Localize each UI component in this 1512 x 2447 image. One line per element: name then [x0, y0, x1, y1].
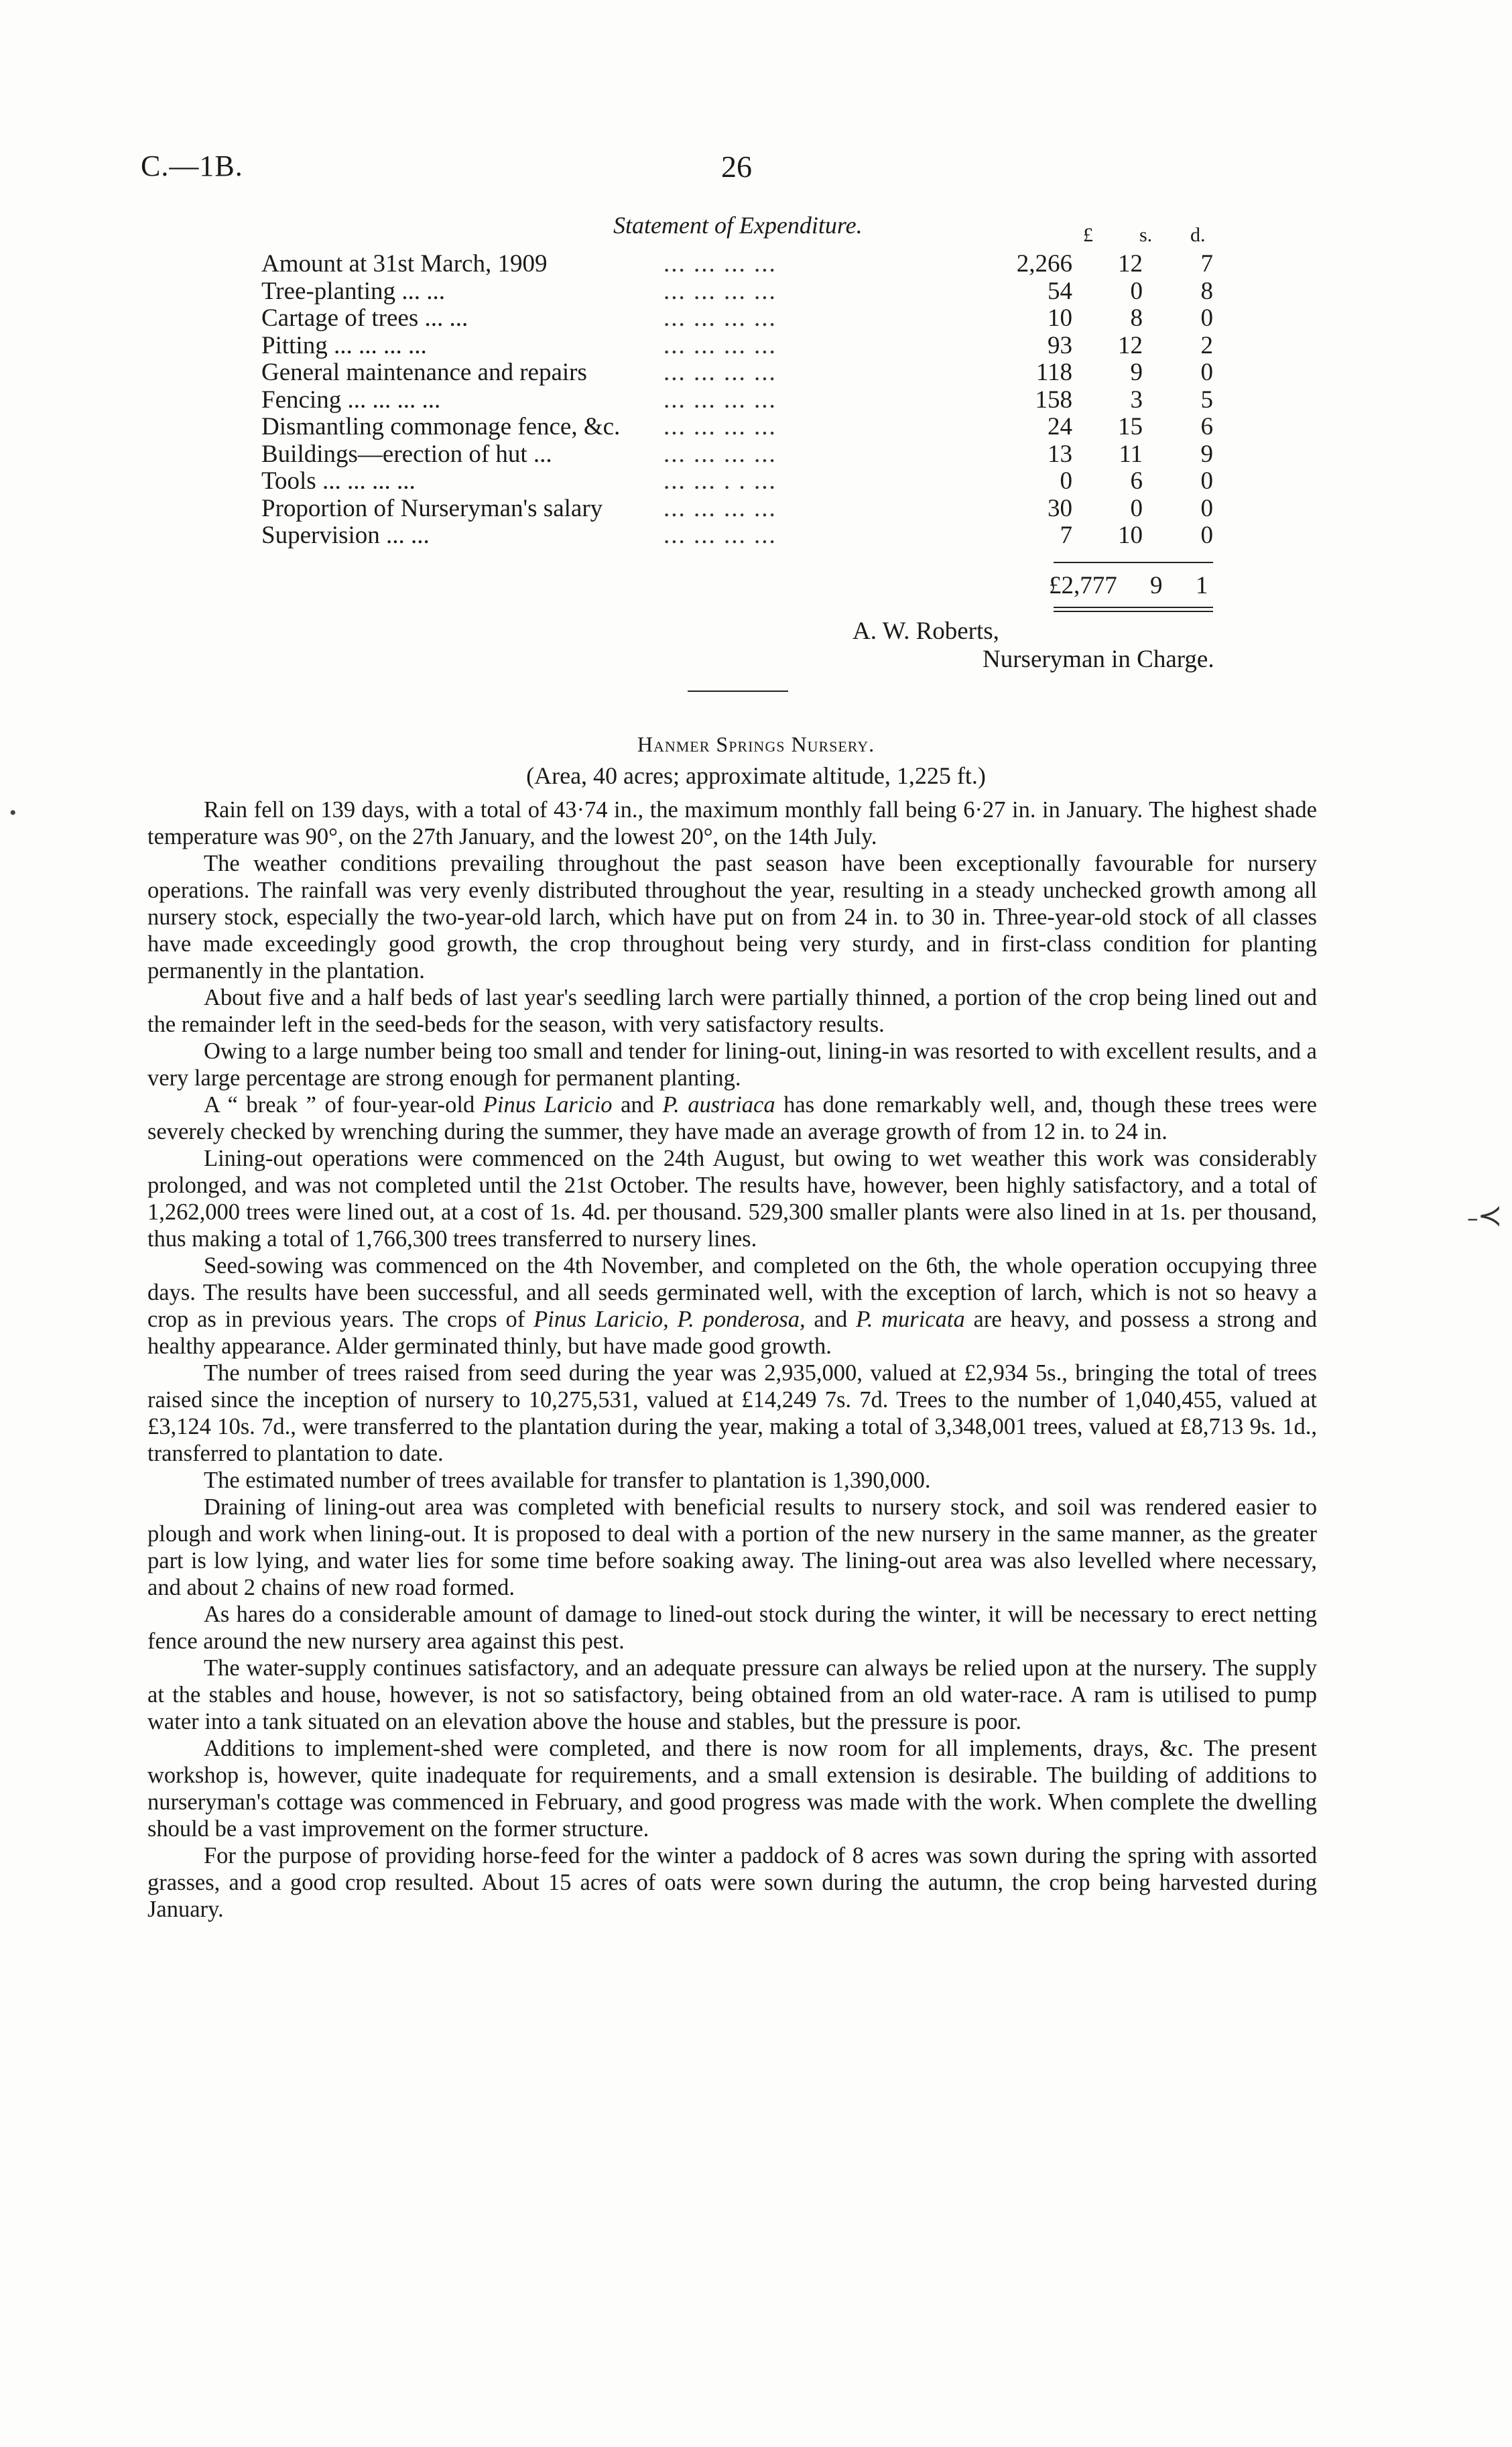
leader-dots: ... ... ... ... [664, 250, 777, 278]
leader-dots: ... ... ... ... [664, 385, 777, 414]
paragraph-seedling-larch: About five and a half beds of last year's seedling larch were partially thinned, a portion of the crop being lined out and the remainder left in the seed-beds for the season, with very satisfactory results. [147, 985, 1317, 1037]
shillings-value: 15 [1118, 413, 1143, 440]
shillings-value: 6 [1130, 467, 1143, 495]
margin-mark-icon: • [9, 802, 17, 824]
expenditure-label: Tree-planting ... ... [261, 277, 446, 305]
shillings-value: 8 [1130, 304, 1143, 332]
expenditure-table [261, 249, 1213, 548]
paragraph-seed-sowing [147, 1252, 1317, 1360]
expenditure-row [261, 249, 1213, 277]
pounds-value: 0 [1060, 467, 1072, 495]
leader-dots: ... ... ... ... [664, 359, 777, 386]
statement-title: Statement of Expenditure. [613, 212, 863, 239]
pounds-value: 30 [1048, 494, 1072, 522]
shillings-value: 12 [1118, 250, 1143, 278]
expenditure-label: Amount at 31st March, 1909 [261, 250, 548, 278]
leader-dots: ... ... ... ... [664, 413, 777, 440]
species-name: P. austriaca [662, 1092, 775, 1118]
pounds-value: 13 [1048, 440, 1072, 468]
expenditure-row [261, 385, 1213, 413]
total-pence: 1 [1196, 572, 1208, 599]
paragraph-horse-feed: For the purpose of providing horse-feed for the winter a paddock of 8 acres was sown during the spring with assorted grasses, and a good crop resulted. About 15 acres of oats were sown during the autumn, the crop being harvested during January. [147, 1843, 1317, 1922]
expenditure-row [261, 358, 1213, 385]
page-number: 26 [721, 150, 752, 184]
text-run: Seed-sowing was commenced on the 4th November, and completed on the 6th, the whole operation occupying three days. The results have been successful, and all seeds germinated well, with the exception of larch, which is not so heavy a crop as in previous years. The crops of [147, 1253, 1317, 1332]
pounds-value: 93 [1048, 331, 1072, 359]
pounds-heading: £ [1083, 224, 1093, 246]
shillings-value: 0 [1130, 277, 1143, 305]
species-name: Pinus Laricio [483, 1092, 613, 1118]
expenditure-label: Fencing ... ... ... ... [261, 385, 441, 414]
expenditure-row [261, 494, 1213, 522]
total-pounds: £2,777 [1049, 572, 1117, 599]
species-name: Pinus Laricio, P. ponderosa, [533, 1307, 806, 1332]
expenditure-row [261, 304, 1213, 331]
paragraph-weather: The weather conditions prevailing throughout the past season have been exceptionally favourable for nursery operations. The rainfall was very evenly distributed throughout the year, resulting in a steady unchecked growth among all nursery stock, especially the two-year-old larch, which have put on from 24 in. to 30 in. Three-year-old stock of all classes have made exceedingly good growth, the crop throughout being very sturdy, and in first-class condition for planting permanently in the plantation. [147, 851, 1317, 983]
pence-value: 7 [1200, 250, 1213, 278]
pounds-value: 7 [1060, 522, 1072, 549]
total-rule-bottom-double [1054, 611, 1213, 612]
pounds-value: 158 [1035, 385, 1072, 414]
pence-value: 0 [1200, 304, 1213, 332]
leader-dots: ... ... ... ... [664, 331, 777, 359]
species-name: P. muricata [856, 1307, 965, 1332]
expenditure-row [261, 467, 1213, 494]
pence-value: 0 [1200, 494, 1213, 522]
expenditure-label: General maintenance and repairs [261, 359, 587, 386]
total-row [261, 571, 1213, 601]
pence-value: 5 [1200, 385, 1213, 414]
section-subtitle: (Area, 40 acres; approximate altitude, 1,225 ft.) [526, 762, 986, 789]
pence-value: 2 [1200, 331, 1213, 359]
paragraph-trees-raised: The number of trees raised from seed during the year was 2,935,000, valued at £2,934 5s., bringing the total of trees raised since the inception of nursery to 10,275,531, valued at £14,249 7s. 7d. Trees to the number of 1,040,455, valued at £3,124 10s. 7d., were transferred to the plantation during the year, making a total of 3,348,001 trees, valued at £8,713 9s. 1d., transferred to plantation to date. [147, 1360, 1317, 1466]
document-reference: C.—1B. [141, 150, 243, 182]
paragraph-break [147, 1091, 1317, 1145]
paragraph-draining: Draining of lining-out area was completed with beneficial results to nursery stock, and soil was rendered easier to plough and work when lining-out. It is proposed to deal with a portion of the new nursery in the same manner, as the greater part is low lying, and water lies for some time before soaking away. The lining-out area was also levelled where necessary, and about 2 chains of new road formed. [147, 1494, 1317, 1600]
expenditure-row [261, 412, 1213, 440]
expenditure-label: Proportion of Nurseryman's salary [261, 494, 603, 522]
paragraph-additions: Additions to implement-shed were completed, and there is now room for all implements, drays, &c. The present workshop is, however, quite inadequate for requirements, and a small extension is desirable. The building of additions to nurseryman's cottage was commenced in February, and good progress was made with the work. When complete the dwelling should be a vast improvement on the former structure. [147, 1736, 1317, 1842]
text-run: has done remarkably well, and, though these trees were severely checked by wrenching during the summer, they have made an average growth of from 12 in. to 24 in. [147, 1092, 1317, 1144]
leader-dots: ... ... ... ... [664, 494, 777, 522]
pounds-value: 54 [1048, 277, 1072, 305]
paragraph-hares: As hares do a considerable amount of damage to lined-out stock during the winter, it will be necessary to erect netting fence around the new nursery area against this pest. [147, 1602, 1317, 1654]
leader-dots: ... ... ... ... [664, 522, 777, 549]
expenditure-label: Dismantling commonage fence, &c. [261, 413, 621, 440]
shillings-value: 3 [1130, 385, 1143, 414]
pence-heading: d. [1190, 224, 1206, 246]
expenditure-row [261, 277, 1213, 304]
paragraph-lining-in: Owing to a large number being too small and tender for lining-out, lining-in was resorted to with excellent results, and a very large percentage are strong enough for permanent planting. [147, 1038, 1317, 1091]
shillings-value: 12 [1118, 331, 1143, 359]
pence-value: 0 [1200, 359, 1213, 386]
pence-value: 8 [1200, 277, 1213, 305]
report-body [147, 796, 1317, 1923]
expenditure-label: Tools ... ... ... ... [261, 467, 416, 495]
shillings-heading: s. [1139, 224, 1153, 246]
expenditure-label: Pitting ... ... ... ... [261, 331, 427, 359]
section-divider [688, 691, 788, 692]
section-title: Hanmer Springs Nursery. [637, 732, 875, 756]
signature-title: Nurseryman in Charge. [983, 646, 1214, 673]
expenditure-row [261, 440, 1213, 467]
pence-value: 9 [1200, 440, 1213, 468]
expenditure-label: Supervision ... ... [261, 522, 430, 549]
shillings-value: 9 [1130, 359, 1143, 386]
total-rule-top [1054, 562, 1213, 563]
text-run: A “ break ” of four-year-old [204, 1092, 483, 1118]
leader-dots: ... ... ... ... [664, 440, 777, 468]
shillings-value: 0 [1130, 494, 1143, 522]
margin-arrow-icon: ˗≺ [1468, 1199, 1503, 1232]
text-run: are heavy, and possess a strong and healthy appearance. Alder germinated thinly, but have made good growth. [147, 1307, 1317, 1359]
paragraph-water-supply: The water-supply continues satisfactory, and an adequate pressure can always be relied upon at the nursery. The supply at the stables and house, however, is not so satisfactory, being obtained from an old water-race. A ram is utilised to pump water into a tank situated on an elevation above the house and stables, but the pressure is poor. [147, 1655, 1317, 1734]
leader-dots: ... ... ... ... [664, 277, 777, 305]
expenditure-row [261, 331, 1213, 359]
total-shillings: 9 [1150, 572, 1163, 599]
expenditure-row [261, 521, 1213, 548]
expenditure-label: Cartage of trees ... ... [261, 304, 468, 332]
pounds-value: 10 [1048, 304, 1072, 332]
text-run: and [612, 1092, 663, 1118]
pence-value: 0 [1200, 467, 1213, 495]
paragraph-lining-out: Lining-out operations were commenced on the 24th August, but owing to wet weather this work was considerably prolonged, and was not completed until the 21st October. The results have, however, been highly satisfactory, and a total of 1,262,000 trees were lined out, at a cost of 1s. 4d. per thousand. 529,300 smaller plants were also lined in at 1s. per thousand, thus making a total of 1,766,300 trees transferred to nursery lines. [147, 1146, 1317, 1252]
pounds-value: 118 [1035, 359, 1072, 386]
leader-dots: ... ... ... ... [664, 304, 777, 332]
pounds-value: 2,266 [1016, 250, 1072, 278]
text-run: and [805, 1307, 857, 1332]
pounds-value: 24 [1048, 413, 1072, 440]
leader-dots: ... ... . . ... [664, 467, 777, 495]
paragraph-rainfall: Rain fell on 139 days, with a total of 43·74 in., the maximum monthly fall being 6·27 in. in January. The highest shade temperature was 90°, on the 27th January, and the lowest 20°, on the 14th July. [147, 797, 1317, 849]
paragraph-trees-available: The estimated number of trees available for transfer to plantation is 1,390,000. [204, 1468, 931, 1493]
pence-value: 0 [1200, 522, 1213, 549]
pence-value: 6 [1200, 413, 1213, 440]
shillings-value: 10 [1118, 522, 1143, 549]
shillings-value: 11 [1119, 440, 1143, 468]
signature-name: A. W. Roberts, [853, 617, 999, 645]
expenditure-label: Buildings—erection of hut ... [261, 440, 552, 468]
total-rule-bottom [1054, 607, 1213, 608]
